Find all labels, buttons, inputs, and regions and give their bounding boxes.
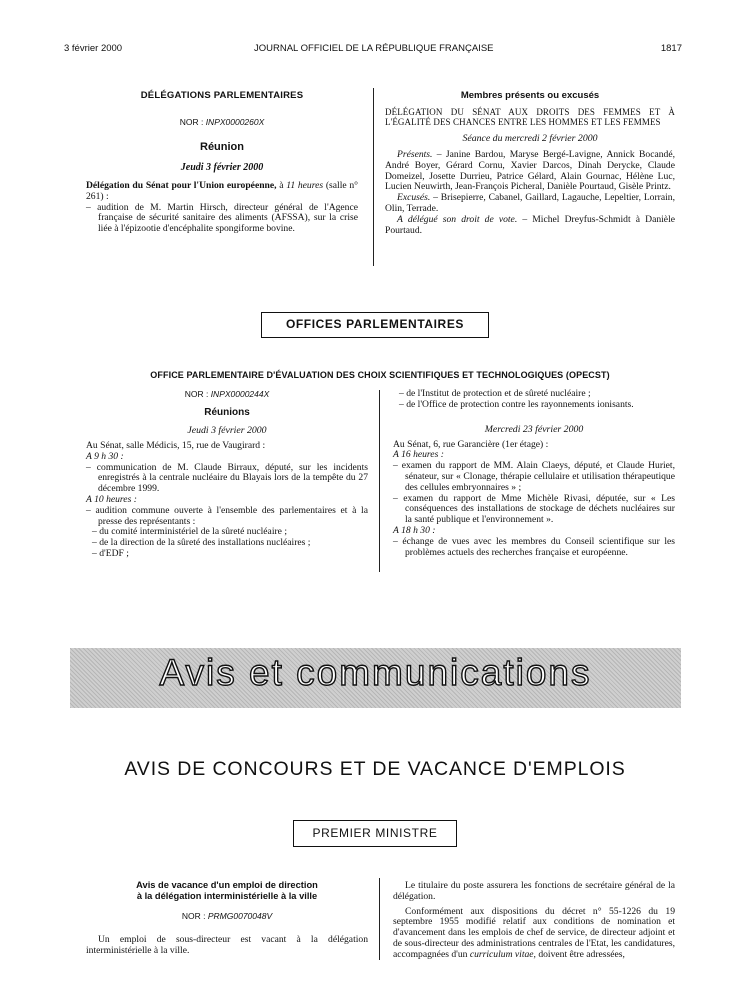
delegue-label: A délégué son droit de vote.: [397, 213, 518, 225]
vacance-title-line1: Avis de vacance d'un emploi de direction: [136, 880, 318, 890]
presents-list: – Janine Bardou, Maryse Bergé-Lavigne, Annick Bocandé, André Boyer, Gérard Cornu, Xavier Darcos, Dinah Derycke, Claude Domeizel, Josette Durrieu, Patrice Gélard, Alain Gournac, Hélène Luc, Lucien Neuwirth, Jean-François Picheral, Danièle Pourtaud, Gisèle Printz.: [385, 149, 675, 193]
concours-title: AVIS DE CONCOURS ET DE VACANCE D'EMPLOIS: [124, 758, 626, 780]
vacance-text: Un emploi de sous-directeur est vacant à la délégation interministérielle à la ville.: [86, 934, 368, 956]
offices-left-column: [86, 389, 368, 560]
vacance-nor-line: [86, 911, 368, 921]
membres-heading: Membres présents ou excusés: [460, 90, 600, 101]
seance-date: Séance du mercredi 2 février 2000: [462, 133, 598, 144]
delegations-heading: DÉLÉGATIONS PARLEMENTAIRES: [140, 90, 304, 101]
reunions-heading: Réunions: [204, 407, 250, 418]
header-page-number: 1817: [660, 43, 682, 54]
delegue-paragraph: [385, 215, 675, 237]
vacance-nor-code: PRMG0070048V: [207, 911, 273, 921]
bottom-left-column: [86, 880, 368, 957]
audition-item: – audition de M. Martin Hirsch, directeur général de l'Agence française de sécurité sanitaire des aliments (AFSSA), sur la crise liée à l'épizootie d'encéphalite spongiforme bovine.: [86, 201, 358, 235]
offices-right-item2: – examen du rapport de Mme Michèle Rivasi, députée, sur « Les conséquences des installations de stockage de déchets nucléaires sur la santé publique et l'environnement ».: [393, 492, 675, 526]
offices-nor-label: NOR :: [184, 389, 209, 399]
decret-text: Conformément aux dispositions du décret n° 55-1226 du 19 septembre 1955 modifié relatif aux conditions de nomination et d'avancement dans les emplois de chef de service, de directeur adjoint et de sous-directeur des administrations centrales de l'Etat, les candidatures, accompagnées d'un: [393, 905, 675, 960]
reunion-date: Jeudi 3 février 2000: [180, 162, 264, 173]
excuses-list: – Brisepierre, Cabanel, Gaillard, Lagauche, Lepeltier, Lorrain, Olin, Terrade.: [385, 192, 675, 214]
delegue-text: – Michel Dreyfus-Schmidt à Danièle Pourtaud.: [385, 213, 675, 236]
column-divider-bottom: [379, 878, 380, 960]
offices-right-item1: – examen du rapport de MM. Alain Claeys, député, et Claude Huriet, sénateur, sur « Clonage, thérapie cellulaire et utilisation thérapeutique des cellules embryonnaires » ;: [393, 460, 675, 493]
offices-left-date: Jeudi 3 février 2000: [187, 425, 267, 436]
offices-right-column: [393, 389, 675, 558]
offices-right-date: Mercredi 23 février 2000: [484, 423, 584, 435]
offices-left-place: Au Sénat, salle Médicis, 15, rue de Vaugirard :: [86, 440, 266, 451]
top-left-column: [86, 90, 358, 235]
vacance-title-line2: à la délégation interministérielle à la ville: [136, 890, 318, 901]
offices-right-time1: A 16 heures :: [393, 449, 444, 461]
offices-left-time1: A 9 h 30 :: [86, 450, 124, 462]
presents-paragraph: [385, 150, 675, 193]
decret-end-text: doivent être adressées,: [535, 948, 625, 960]
curriculum-vitae-text: curriculum vitae,: [469, 948, 536, 960]
decret-paragraph: [393, 907, 675, 961]
vacance-nor-label: NOR :: [181, 911, 206, 921]
delegation-name: Délégation du Sénat pour l'Union européenne,: [86, 180, 277, 191]
delegation-a: à: [279, 180, 284, 191]
reunion-heading: Réunion: [200, 141, 244, 153]
header-date: 3 février 2000: [64, 43, 123, 54]
delegation-salle: (salle n° 261) :: [86, 180, 358, 202]
offices-box-title: OFFICES PARLEMENTAIRES: [261, 312, 489, 338]
nor-line: [86, 117, 358, 127]
opecst-title: OFFICE PARLEMENTAIRE D'ÉVALUATION DES CHOIX SCIENTIFIQUES ET TECHNOLOGIQUES (OPECST): [150, 370, 610, 380]
bottom-right-column: [393, 881, 675, 961]
header-journal: JOURNAL OFFICIEL DE LA RÉPUBLIQUE FRANÇAISE: [254, 43, 494, 54]
delegation-droits-femmes: DÉLÉGATION DU SÉNAT AUX DROITS DES FEMMES ET À L'ÉGALITÉ DES CHANCES ENTRE LES HOMMES ET LES FEMMES: [385, 107, 675, 127]
offices-right-item3: – échange de vues avec les membres du Conseil scientifique sur les problèmes actuels des recherches française et européenne.: [393, 535, 675, 558]
offices-left-time2: A 10 heures :: [86, 493, 137, 505]
offices-left-sub-3: – d'EDF ;: [92, 547, 129, 559]
offices-right-place: Au Sénat, 6, rue Garancière (1er étage) :: [393, 438, 549, 450]
delegation-paragraph: [86, 181, 358, 203]
offices-right-time2: A 18 h 30 :: [393, 524, 436, 536]
offices-right-sub-1: – de l'Institut de protection et de sûreté nucléaire ;: [399, 388, 591, 399]
offices-left-sub-2: – de la direction de la sûreté des installations nucléaires ;: [92, 537, 311, 549]
offices-left-sub-1: – du comité interministériel de la sûreté nucléaire ;: [92, 526, 287, 538]
offices-left-item1: – communication de M. Claude Birraux, député, sur les incidents enregistrés à la centrale nucléaire du Blayais lors de la tempête du 27 décembre 1999.: [86, 461, 368, 495]
premier-ministre-box: PREMIER MINISTRE: [293, 820, 457, 847]
presents-label: Présents.: [397, 149, 433, 160]
nor-code: INPX0000260X: [205, 117, 265, 127]
offices-right-sub-2: – de l'Office de protection contre les rayonnements ionisants.: [399, 398, 634, 410]
avis-communications-title: Avis et communications: [159, 652, 592, 693]
column-divider-offices: [379, 390, 380, 572]
excuses-label: Excusés.: [397, 192, 431, 204]
top-right-column: [385, 90, 675, 236]
secretaire-paragraph: Le titulaire du poste assurera les fonctions de secrétaire général de la délégation.: [393, 880, 675, 902]
page-header: [64, 41, 682, 55]
offices-nor-code: INPX0000244X: [210, 389, 270, 399]
delegation-time: 11 heures: [286, 180, 324, 191]
column-divider-top: [373, 88, 374, 266]
excuses-paragraph: [385, 193, 675, 215]
offices-left-item2: – audition commune ouverte à l'ensemble des parlementaires et à la presse des représentants :: [86, 504, 368, 527]
offices-nor-line: [86, 389, 368, 399]
nor-label: NOR :: [179, 117, 204, 127]
